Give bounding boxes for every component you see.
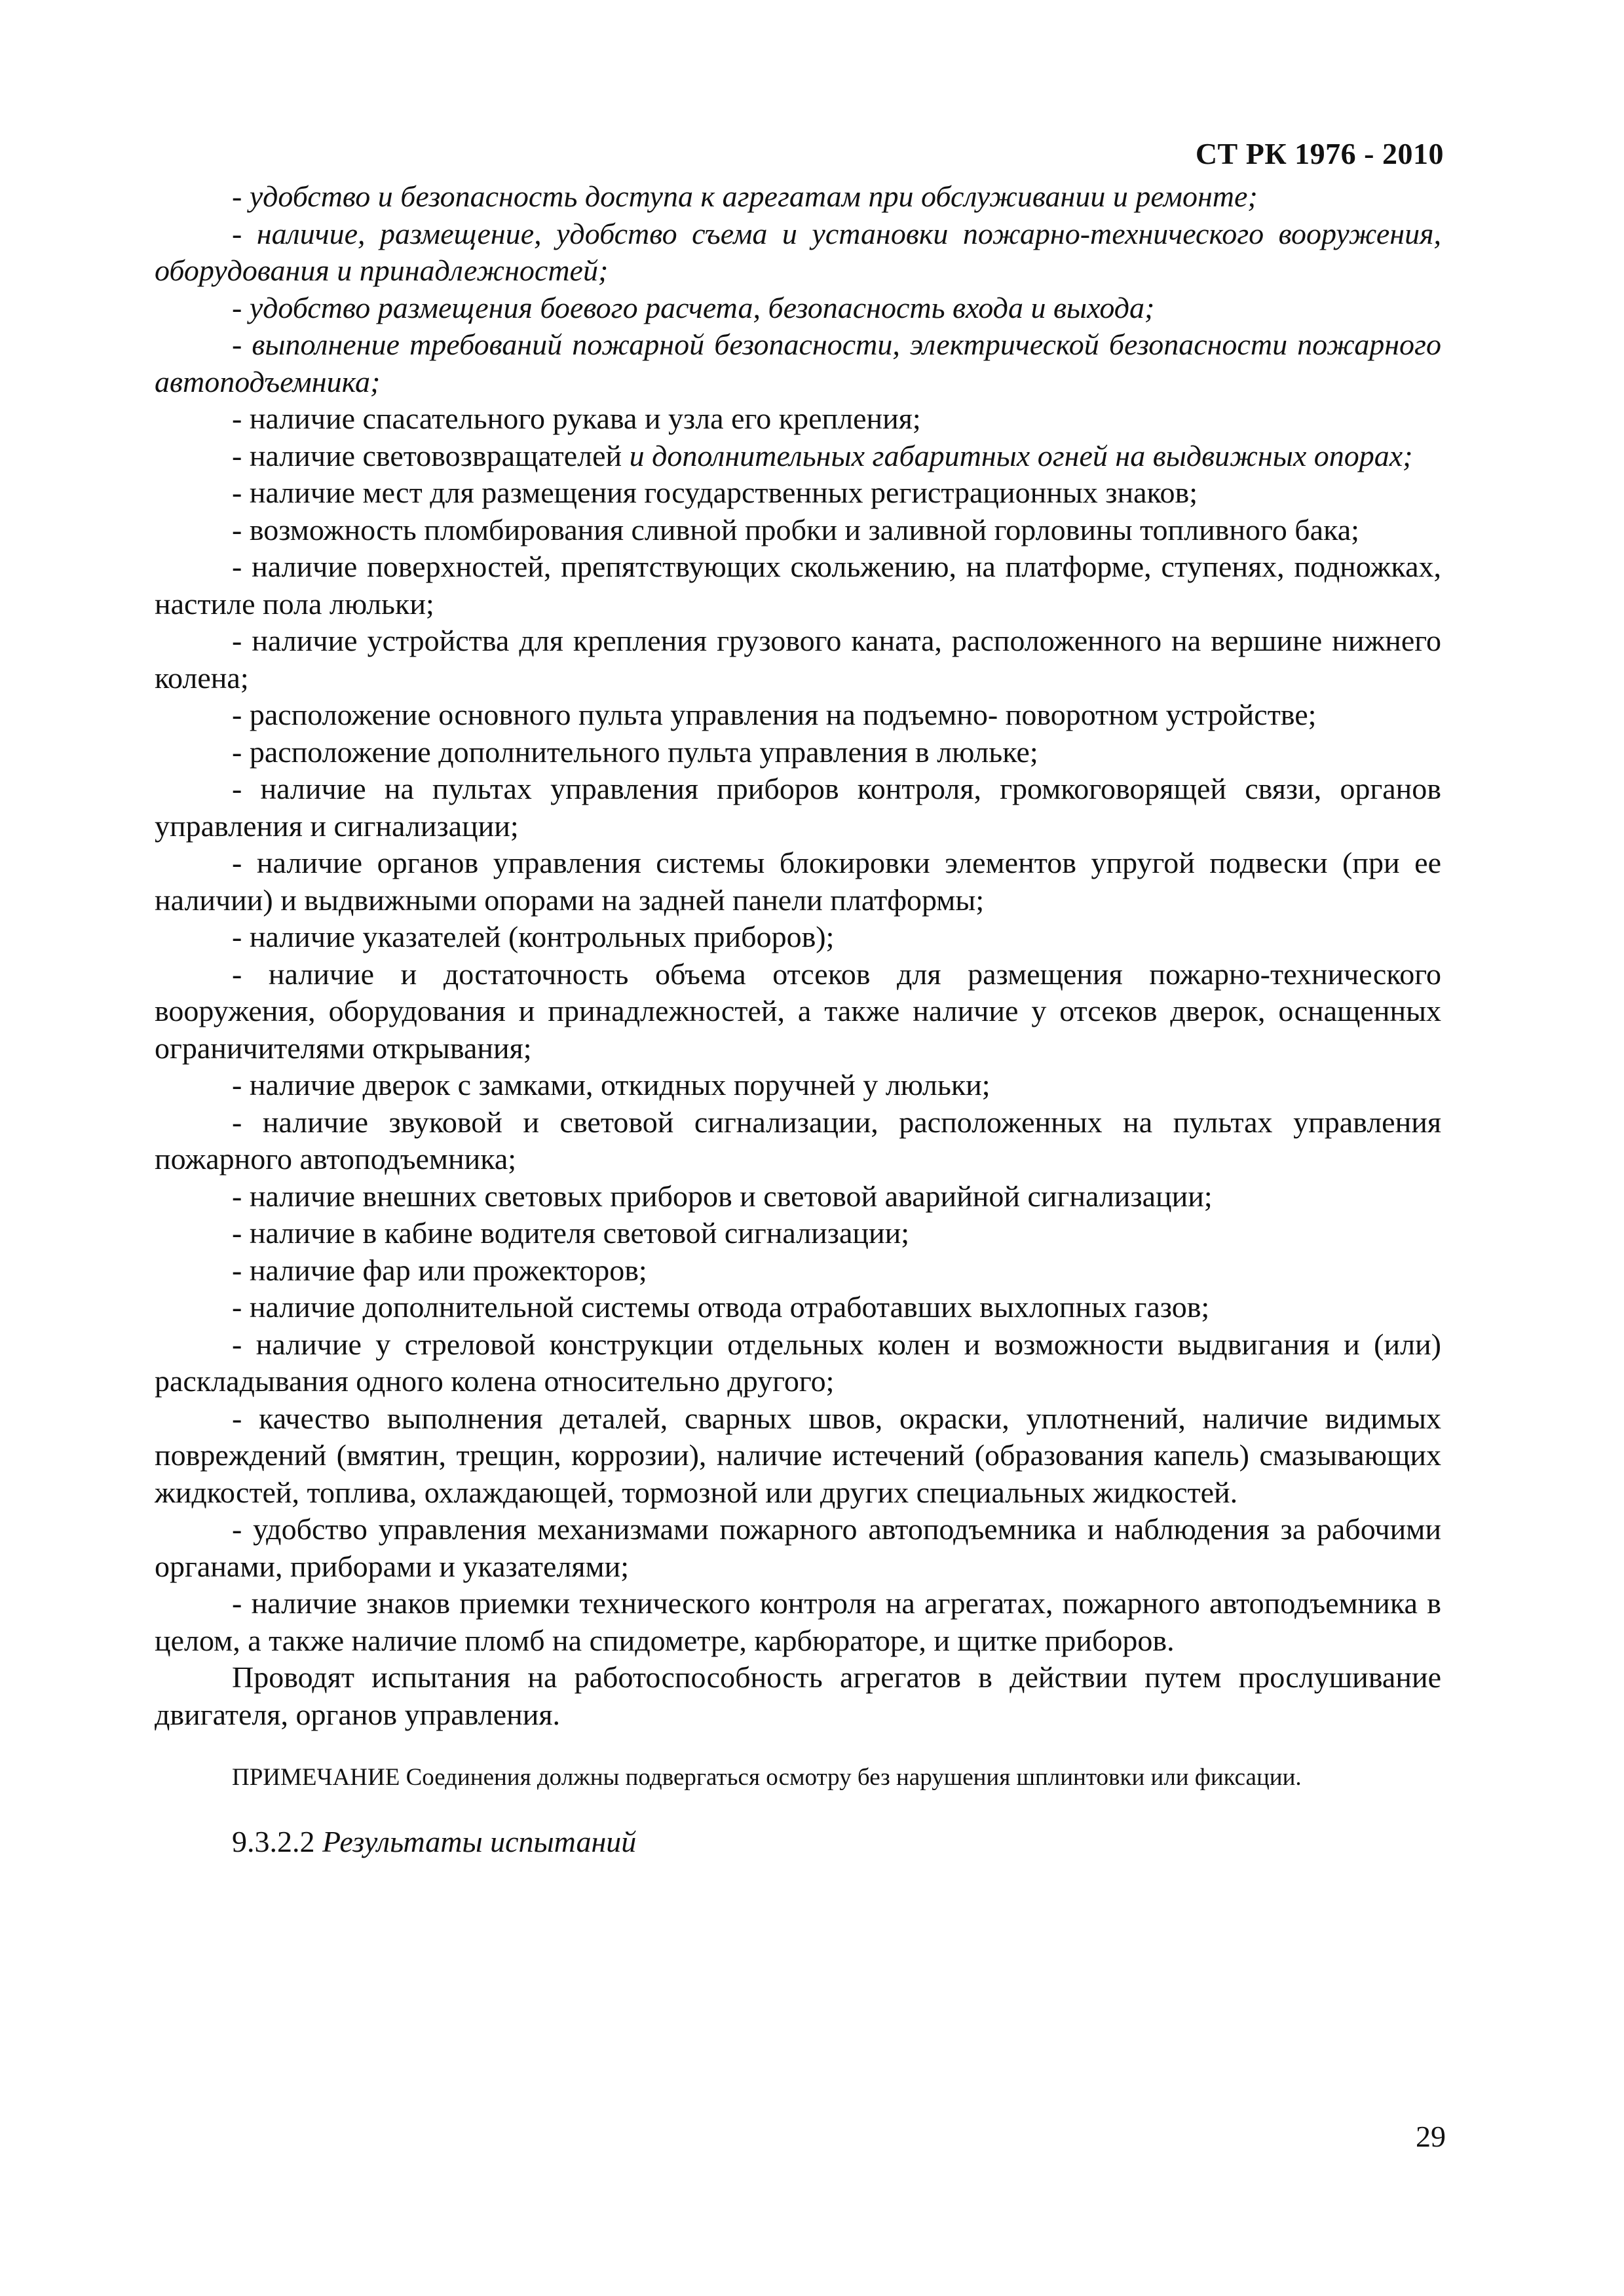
document-code-header: СТ РК 1976 - 2010	[1195, 137, 1444, 170]
list-item	[155, 1178, 1441, 1215]
list-item	[155, 1511, 1441, 1585]
list-item-text: - возможность пломбирования сливной пробки и заливной горловины топливного бака;	[232, 512, 1359, 546]
list-item-text: - наличие звуковой и световой сигнализации, расположенных на пультах управления пожарного автоподъемника;	[155, 1105, 1441, 1176]
list-item	[155, 697, 1441, 734]
list-item-text: - наличие устройства для крепления грузового каната, расположенного на вершине нижнего колена;	[155, 624, 1441, 695]
list-item	[155, 771, 1441, 845]
list-item-text: - выполнение требований пожарной безопасности, электрической безопасности пожарного автоподъемника;	[155, 328, 1441, 398]
subsection-number: 9.3.2.2	[232, 1825, 322, 1858]
list-item-text: - наличие на пультах управления приборов контроля, громкоговорящей связи, органов управления и сигнализации;	[155, 772, 1441, 843]
list-item-text: - наличие в кабине водителя световой сигнализации;	[232, 1216, 910, 1250]
document-body	[155, 178, 1441, 1861]
list-item-text: - удобство управления механизмами пожарного автоподъемника и наблюдения за рабочими органами, приборами и указателями;	[155, 1512, 1441, 1583]
list-item-text: - наличие фар или прожекторов;	[232, 1253, 647, 1287]
list-item-text: - наличие спасательного рукава и узла его крепления;	[232, 402, 921, 435]
list-item-text: - удобство размещения боевого расчета, безопасность входа и выхода;	[232, 290, 1155, 324]
list-item	[155, 326, 1441, 400]
list-item-text: - качество выполнения деталей, сварных швов, окраски, уплотнений, наличие видимых повреждений (вмятин, трещин, коррозии), наличие истечений (образования капель) смазывающих жидкостей, топлива, охлаждающей, тормозной или других специальных жидкостей.	[155, 1401, 1441, 1509]
list-item-text: - наличие мест для размещения государственных регистрационных знаков;	[232, 476, 1198, 509]
list-item-text: - наличие у стреловой конструкции отдельных колен и возможности выдвигания и (или) раскладывания одного колена относительно другого;	[155, 1327, 1441, 1398]
list-item-text: - удобство и безопасность доступа к агрегатам при обслуживании и ремонте;	[232, 180, 1258, 213]
note-paragraph: ПРИМЕЧАНИЕ Соединения должны подвергаться осмотру без нарушения шплинтовки или фиксации.	[232, 1764, 1302, 1791]
list-item-text-continued: и дополнительных габаритных огней на выдвижных опорах;	[629, 438, 1413, 472]
list-item	[155, 1104, 1441, 1178]
list-item-text: - наличие органов управления системы блокировки элементов упругой подвески (при ее наличии) и выдвижными опорами на задней панели платформы;	[155, 846, 1441, 917]
list-item	[155, 734, 1441, 771]
list-item	[155, 1067, 1441, 1104]
list-item	[155, 1289, 1441, 1326]
list-item	[155, 548, 1441, 622]
list-item	[155, 474, 1441, 512]
list-item	[155, 919, 1441, 956]
page-number: 29	[1416, 2120, 1446, 2153]
list-item-text: - наличие дополнительной системы отвода отработавших выхлопных газов;	[232, 1290, 1210, 1324]
list-item	[155, 178, 1441, 216]
list-item-text: - наличие, размещение, удобство съема и установки пожарно-технического вооружения, оборудования и принадлежностей;	[155, 216, 1441, 287]
list-item-text: - расположение дополнительного пульта управления в люльке;	[232, 735, 1038, 769]
subsection-heading	[155, 1824, 1441, 1861]
closing-paragraph: Проводят испытания на работоспособность агрегатов в действии путем прослушивание двигателя, органов управления.	[155, 1660, 1441, 1731]
list-item-text: - расположение основного пульта управления на подъемно- поворотном устройстве;	[232, 698, 1317, 731]
list-item	[155, 1585, 1441, 1659]
list-item	[155, 216, 1441, 290]
requirement-list	[155, 178, 1441, 1659]
list-item	[155, 438, 1441, 475]
list-item	[155, 1326, 1441, 1400]
list-item	[155, 290, 1441, 327]
list-item-text: - наличие указателей (контрольных приборов);	[232, 920, 835, 953]
list-item-text: - наличие дверок с замками, откидных поручней у люльки;	[232, 1068, 991, 1101]
list-item-text: - наличие знаков приемки технического контроля на агрегатах, пожарного автоподъемника в целом, а также наличие пломб на спидометре, карбюраторе, и щитке приборов.	[155, 1586, 1441, 1657]
list-item	[155, 1215, 1441, 1252]
subsection-title: Результаты испытаний	[322, 1825, 637, 1858]
list-item-text: - наличие внешних световых приборов и световой аварийной сигнализации;	[232, 1179, 1213, 1213]
list-item	[155, 512, 1441, 549]
list-item	[155, 1252, 1441, 1290]
list-item	[155, 1400, 1441, 1512]
list-item	[155, 400, 1441, 438]
list-item-text: - наличие поверхностей, препятствующих скольжению, на платформе, ступенях, подножках, настиле пола люльки;	[155, 550, 1441, 621]
list-item	[155, 622, 1441, 697]
list-item-text: - наличие световозвращателей	[232, 438, 630, 472]
list-item-text: - наличие и достаточность объема отсеков для размещения пожарно-технического вооружения, оборудования и принадлежностей, а также наличие у отсеков дверок, оснащенных ограничителями открывания;	[155, 957, 1441, 1065]
list-item	[155, 845, 1441, 919]
list-item	[155, 956, 1441, 1067]
